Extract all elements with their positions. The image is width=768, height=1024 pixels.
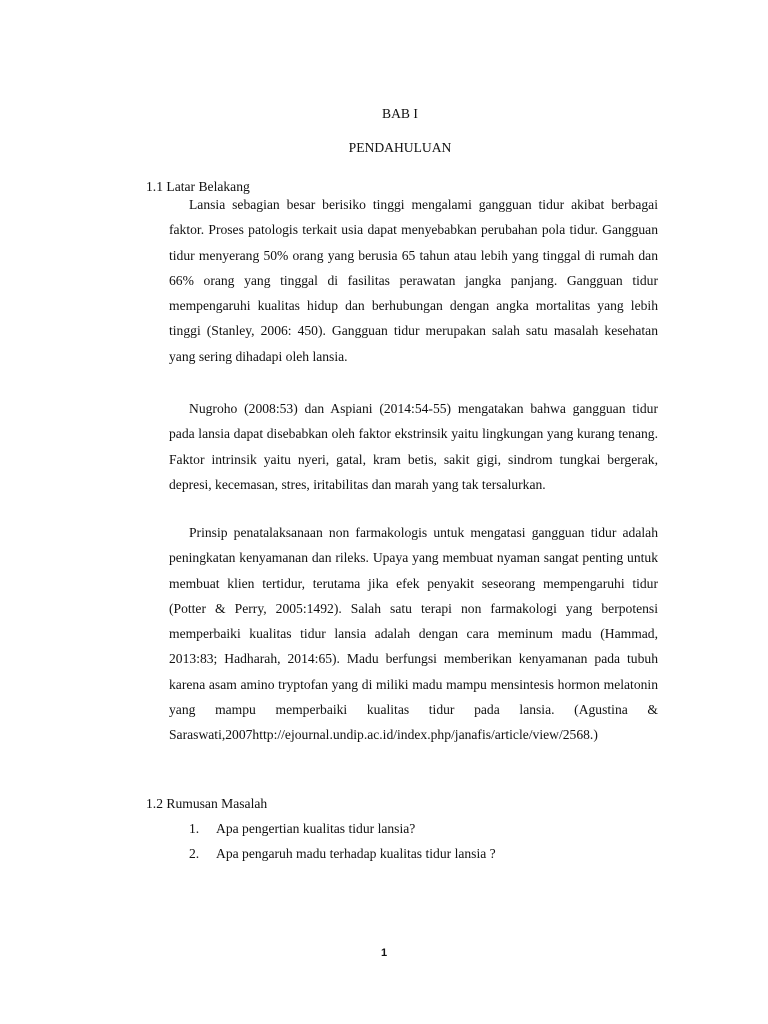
section-heading-rumusan-masalah: 1.2 Rumusan Masalah: [146, 796, 268, 811]
paragraph-2: Nugroho (2008:53) dan Aspiani (2014:54-55) mengatakan bahwa gangguan tidur pada lansia dapat disebabkan oleh faktor ekstrinsik yaitu lingkungan yang kurang tenang. Faktor intrinsik yaitu nyeri, gatal, kram betis, sakit gigi, sindrom tungkai bergerak, depresi, kecemasan, stres, iritabilitas dan marah yang tak tersalurkan.: [169, 401, 658, 492]
chapter-label: BAB I: [382, 106, 418, 121]
list-item-text: Apa pengertian kualitas tidur lansia?: [216, 821, 416, 836]
section-heading-latar-belakang: 1.1 Latar Belakang: [146, 179, 250, 194]
paragraph-1: Lansia sebagian besar berisiko tinggi mengalami gangguan tidur akibat berbagai faktor. Proses patologis terkait usia dapat menyebabkan perubahan pola tidur. Gangguan tidur menyerang 50% orang yang berusia 65 tahun atau lebih yang tinggal di rumah dan 66% orang yang tinggal di fasilitas perawatan jangka panjang. Gangguan tidur mempengaruhi kualitas hidup dan berhubungan dengan angka mortalitas yang lebih tinggi (Stanley, 2006: 450). Gangguan tidur merupakan salah satu masalah kesehatan yang sering dihadapi oleh lansia.: [169, 197, 658, 364]
list-item-text: Apa pengaruh madu terhadap kualitas tidur lansia ?: [216, 846, 496, 861]
chapter-title: PENDAHULUAN: [348, 140, 452, 155]
list-item-number: 1.: [189, 821, 200, 836]
list-item: [189, 841, 496, 866]
list-item: [189, 816, 496, 841]
paragraph-3: Prinsip penatalaksanaan non farmakologis untuk mengatasi gangguan tidur adalah peningkatan kenyamanan dan rileks. Upaya yang membuat nyaman sangat penting untuk membuat klien tertidur, terutama jika efek penyakit seseorang mempengaruhi tidur (Potter & Perry, 2005:1492). Salah satu terapi non farmakologi yang berpotensi memperbaiki kualitas tidur lansia adalah dengan cara meminum madu (Hammad, 2013:83; Hadharah, 2014:65). Madu berfungsi memberikan kenyamanan pada tubuh karena asam amino tryptofan yang di miliki madu mampu mensintesis hormon melatonin yang mampu memperbaiki kualitas tidur pada lansia. (Agustina & Saraswati,2007http://ejournal.undip.ac.id/index.php/janafis/article/view/2568.): [169, 525, 658, 743]
page-number: 1: [380, 947, 388, 959]
problem-list: [189, 816, 496, 866]
list-item-number: 2.: [189, 846, 200, 861]
